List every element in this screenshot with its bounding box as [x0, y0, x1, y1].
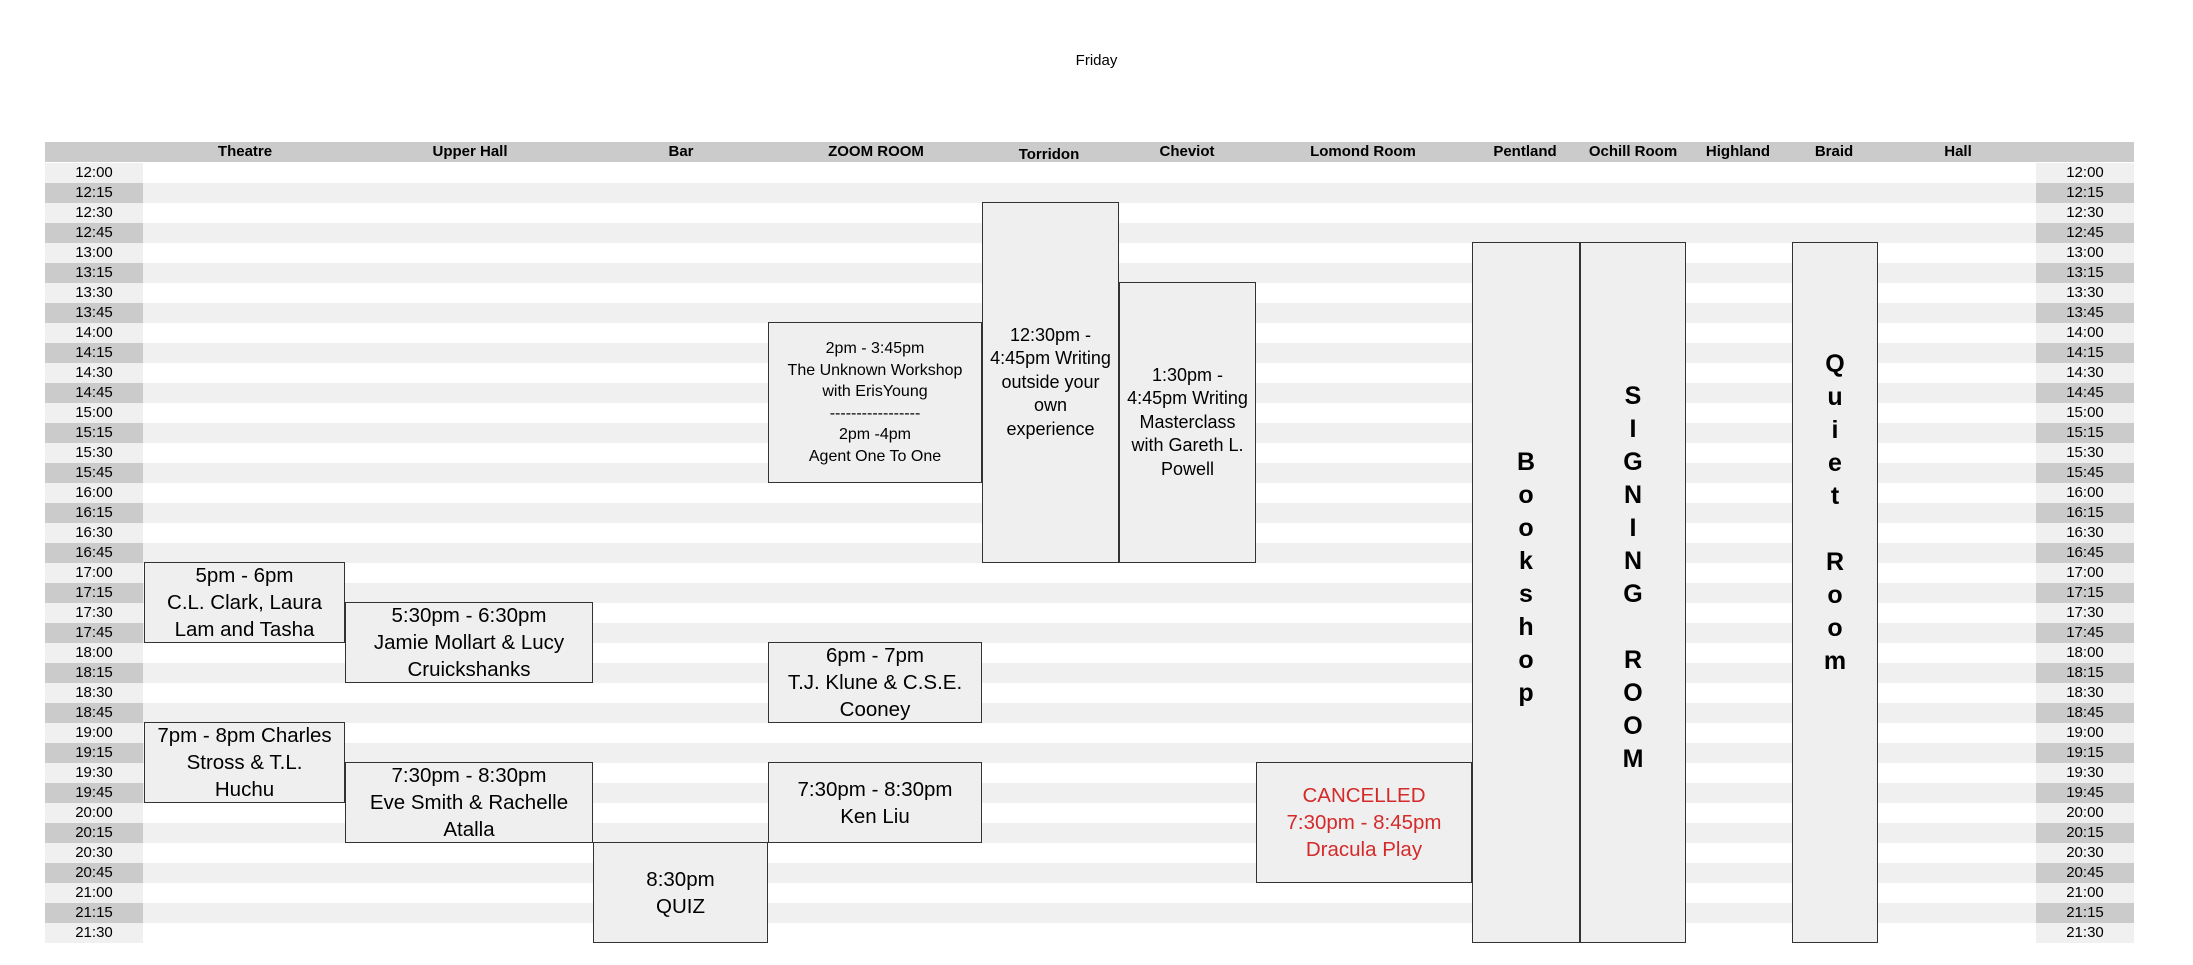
time-label-right: 12:00 [2036, 163, 2134, 183]
time-label-right: 12:45 [2036, 223, 2134, 243]
time-label-left: 18:15 [45, 663, 143, 683]
time-label-right: 18:15 [2036, 663, 2134, 683]
time-label-left: 15:15 [45, 423, 143, 443]
time-row [45, 163, 2134, 183]
time-label-left: 19:00 [45, 723, 143, 743]
time-label-right: 21:30 [2036, 923, 2134, 943]
time-label-left: 20:45 [45, 863, 143, 883]
event-cheviot-1330[interactable] [1119, 282, 1256, 563]
column-header-braid: Braid [1814, 143, 1854, 160]
time-label-left: 21:15 [45, 903, 143, 923]
time-label-right: 13:45 [2036, 303, 2134, 323]
column-header-theatre: Theatre [217, 143, 273, 160]
event-ochill-signing[interactable] [1580, 242, 1686, 943]
time-label-right: 14:00 [2036, 323, 2134, 343]
column-header-zoom-room: ZOOM ROOM [828, 143, 924, 160]
time-label-left: 13:15 [45, 263, 143, 283]
event-text: 12:30pm - 4:45pm Writing outside your own experience [990, 324, 1111, 439]
time-label-right: 15:15 [2036, 423, 2134, 443]
time-label-right: 17:15 [2036, 583, 2134, 603]
event-text: 5pm - 6pm C.L. Clark, Laura Lam and Tasha [167, 564, 322, 641]
event-text: 5:30pm - 6:30pm Jamie Mollart & Lucy Cruickshanks [373, 604, 565, 681]
time-label-left: 21:30 [45, 923, 143, 943]
event-text: 8:30pm QUIZ [646, 867, 715, 918]
time-label-right: 16:30 [2036, 523, 2134, 543]
event-text: 1:30pm - 4:45pm Writing Masterclass with Gareth L. Powell [1127, 364, 1248, 479]
time-label-right: 15:00 [2036, 403, 2134, 423]
time-label-right: 16:45 [2036, 543, 2134, 563]
column-header-bar: Bar [668, 143, 694, 160]
time-label-right: 19:45 [2036, 783, 2134, 803]
time-label-left: 20:30 [45, 843, 143, 863]
time-label-right: 21:00 [2036, 883, 2134, 903]
time-label-right: 21:15 [2036, 903, 2134, 923]
event-text: 7:30pm - 8:30pm Ken Liu [797, 777, 953, 828]
event-text: Q u i e t R o o m [1823, 349, 1847, 675]
time-label-left: 18:00 [45, 643, 143, 663]
time-label-right: 14:45 [2036, 383, 2134, 403]
time-label-left: 19:15 [45, 743, 143, 763]
time-label-left: 15:30 [45, 443, 143, 463]
time-label-right: 20:00 [2036, 803, 2134, 823]
column-header-torridon: Torridon [1018, 146, 1080, 163]
time-label-left: 13:00 [45, 243, 143, 263]
event-upperhall-1930[interactable] [345, 762, 593, 843]
time-label-right: 17:00 [2036, 563, 2134, 583]
time-label-left: 14:30 [45, 363, 143, 383]
time-label-right: 13:30 [2036, 283, 2134, 303]
time-label-left: 18:45 [45, 703, 143, 723]
event-pentland-bookshop[interactable] [1472, 242, 1580, 943]
event-text: 2pm - 3:45pm The Unknown Workshop with ErisYoung ----------------- 2pm -4pm Agent One To One [787, 340, 963, 465]
time-label-right: 13:00 [2036, 243, 2134, 263]
time-label-left: 13:30 [45, 283, 143, 303]
event-text: 7:30pm - 8:30pm Eve Smith & Rachelle Atalla [369, 764, 569, 841]
time-label-left: 16:45 [45, 543, 143, 563]
time-label-left: 14:45 [45, 383, 143, 403]
time-label-right: 17:30 [2036, 603, 2134, 623]
time-label-right: 15:45 [2036, 463, 2134, 483]
event-text: CANCELLED 7:30pm - 8:45pm Dracula Play [1286, 784, 1442, 861]
event-zoom-1930[interactable] [768, 762, 982, 843]
event-upperhall-1730[interactable] [345, 602, 593, 683]
time-label-left: 21:00 [45, 883, 143, 903]
time-label-left: 17:15 [45, 583, 143, 603]
column-header-ochill-room: Ochill Room [1588, 143, 1678, 160]
event-braid-quiet[interactable] [1792, 242, 1878, 943]
time-label-right: 20:15 [2036, 823, 2134, 843]
time-label-right: 18:00 [2036, 643, 2134, 663]
time-label-left: 19:30 [45, 763, 143, 783]
time-label-right: 17:45 [2036, 623, 2134, 643]
time-label-right: 18:30 [2036, 683, 2134, 703]
time-label-left: 18:30 [45, 683, 143, 703]
event-zoom-1800[interactable] [768, 642, 982, 723]
time-label-right: 12:30 [2036, 203, 2134, 223]
event-theatre-1700[interactable] [144, 562, 345, 643]
time-label-left: 17:30 [45, 603, 143, 623]
time-label-left: 19:45 [45, 783, 143, 803]
time-label-right: 14:15 [2036, 343, 2134, 363]
time-label-right: 20:45 [2036, 863, 2134, 883]
time-label-left: 20:00 [45, 803, 143, 823]
column-header-pentland: Pentland [1493, 143, 1557, 160]
time-label-left: 14:15 [45, 343, 143, 363]
event-text: 6pm - 7pm T.J. Klune & C.S.E. Cooney [787, 644, 963, 721]
time-label-right: 16:00 [2036, 483, 2134, 503]
time-label-right: 18:45 [2036, 703, 2134, 723]
column-header-hall: Hall [1944, 143, 1972, 160]
time-label-left: 16:00 [45, 483, 143, 503]
time-label-left: 15:00 [45, 403, 143, 423]
time-label-left: 13:45 [45, 303, 143, 323]
time-label-left: 12:30 [45, 203, 143, 223]
time-label-left: 16:30 [45, 523, 143, 543]
column-header-highland: Highland [1705, 143, 1771, 160]
time-label-left: 17:00 [45, 563, 143, 583]
event-text: 7pm - 8pm Charles Stross & T.L. Huchu [157, 724, 332, 801]
time-label-right: 12:15 [2036, 183, 2134, 203]
time-label-left: 14:00 [45, 323, 143, 343]
time-label-left: 15:45 [45, 463, 143, 483]
time-label-right: 16:15 [2036, 503, 2134, 523]
time-label-left: 20:15 [45, 823, 143, 843]
time-label-right: 19:00 [2036, 723, 2134, 743]
time-label-left: 12:45 [45, 223, 143, 243]
event-theatre-1900[interactable] [144, 722, 345, 803]
time-label-right: 15:30 [2036, 443, 2134, 463]
event-torridon-1230[interactable] [982, 202, 1119, 563]
column-header-lomond-room: Lomond Room [1310, 143, 1416, 160]
time-label-left: 12:00 [45, 163, 143, 183]
time-label-right: 13:15 [2036, 263, 2134, 283]
time-label-left: 12:15 [45, 183, 143, 203]
day-title: Friday [1075, 52, 1118, 69]
event-zoom-1400[interactable] [768, 322, 982, 483]
time-label-right: 14:30 [2036, 363, 2134, 383]
time-label-right: 20:30 [2036, 843, 2134, 863]
time-label-left: 17:45 [45, 623, 143, 643]
time-label-right: 19:15 [2036, 743, 2134, 763]
event-lomond-1930[interactable] [1256, 762, 1472, 883]
column-header-upper-hall: Upper Hall [432, 143, 508, 160]
event-bar-2030[interactable] [593, 842, 768, 943]
event-text: B o o k s h o p [1516, 447, 1536, 707]
time-row [45, 183, 2134, 203]
event-text: S I G N I N G R O O M [1622, 381, 1644, 773]
column-header-cheviot: Cheviot [1159, 143, 1215, 160]
time-label-right: 19:30 [2036, 763, 2134, 783]
time-label-left: 16:15 [45, 503, 143, 523]
